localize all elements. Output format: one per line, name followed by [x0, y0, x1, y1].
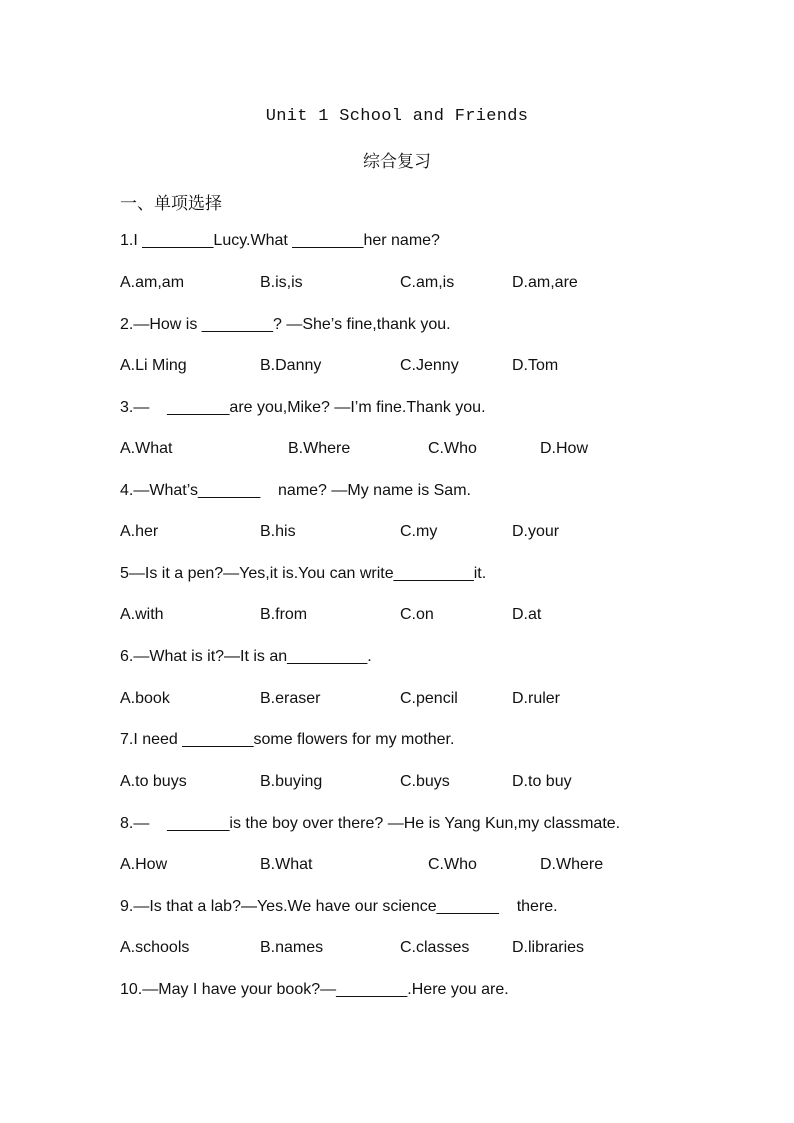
q5-option-c: C.on: [400, 606, 434, 623]
q4-option-c: C.my: [400, 523, 438, 540]
q5-option-d: D.at: [512, 606, 542, 623]
q9-option-b: B.names: [260, 939, 324, 956]
q6-option-a: A.book: [120, 690, 170, 707]
q6-option-d: D.ruler: [512, 690, 561, 707]
question-9: 9.—Is that a lab?—Yes.We have our science_______ there.: [120, 898, 558, 915]
question-2: 2.—How is ________? —She’s fine,thank you.: [120, 316, 451, 333]
q7-option-b: B.buying: [260, 773, 323, 790]
q9-option-a: A.schools: [120, 939, 190, 956]
q4-option-d: D.your: [512, 523, 560, 540]
question-7: 7.I need ________some flowers for my mother.: [120, 731, 455, 748]
document-title: Unit 1 School and Friends: [265, 107, 529, 126]
q3-option-c: C.Who: [428, 440, 477, 457]
section-heading: 一、单项选择: [120, 194, 222, 214]
q3-option-d: D.How: [540, 440, 589, 457]
q8-option-c: C.Who: [428, 856, 477, 873]
question-8: 8.— _______is the boy over there? —He is Yang Kun,my classmate.: [120, 815, 621, 832]
q7-option-a: A.to buys: [120, 773, 187, 790]
q8-option-b: B.What: [260, 856, 313, 873]
question-4: 4.—What’s_______ name? —My name is Sam.: [120, 482, 471, 499]
document-subtitle: 综合复习: [363, 152, 431, 172]
q8-option-a: A.How: [120, 856, 168, 873]
q9-option-c: C.classes: [400, 939, 470, 956]
q1-option-b: B.is,is: [260, 274, 303, 291]
question-3: 3.— _______are you,Mike? —I’m fine.Thank you.: [120, 399, 486, 416]
q8-option-d: D.Where: [540, 856, 604, 873]
q1-option-c: C.am,is: [400, 274, 455, 291]
q3-option-a: A.What: [120, 440, 173, 457]
q1-option-d: D.am,are: [512, 274, 578, 291]
question-6: 6.—What is it?—It is an_________.: [120, 648, 372, 665]
q6-option-b: B.eraser: [260, 690, 321, 707]
q2-option-b: B.Danny: [260, 357, 322, 374]
q3-option-b: B.Where: [288, 440, 351, 457]
q2-option-a: A.Li Ming: [120, 357, 187, 374]
question-10: 10.—May I have your book?—________.Here you are.: [120, 981, 509, 998]
q2-option-d: D.Tom: [512, 357, 559, 374]
q6-option-c: C.pencil: [400, 690, 458, 707]
q2-option-c: C.Jenny: [400, 357, 459, 374]
question-1: 1.I ________Lucy.What ________her name?: [120, 232, 440, 249]
q9-option-d: D.libraries: [512, 939, 585, 956]
q7-option-d: D.to buy: [512, 773, 572, 790]
q4-option-b: B.his: [260, 523, 296, 540]
q7-option-c: C.buys: [400, 773, 450, 790]
q1-option-a: A.am,am: [120, 274, 185, 291]
q4-option-a: A.her: [120, 523, 159, 540]
q5-option-a: A.with: [120, 606, 164, 623]
q5-option-b: B.from: [260, 606, 308, 623]
question-5: 5—Is it a pen?—Yes,it is.You can write_________it.: [120, 565, 487, 582]
